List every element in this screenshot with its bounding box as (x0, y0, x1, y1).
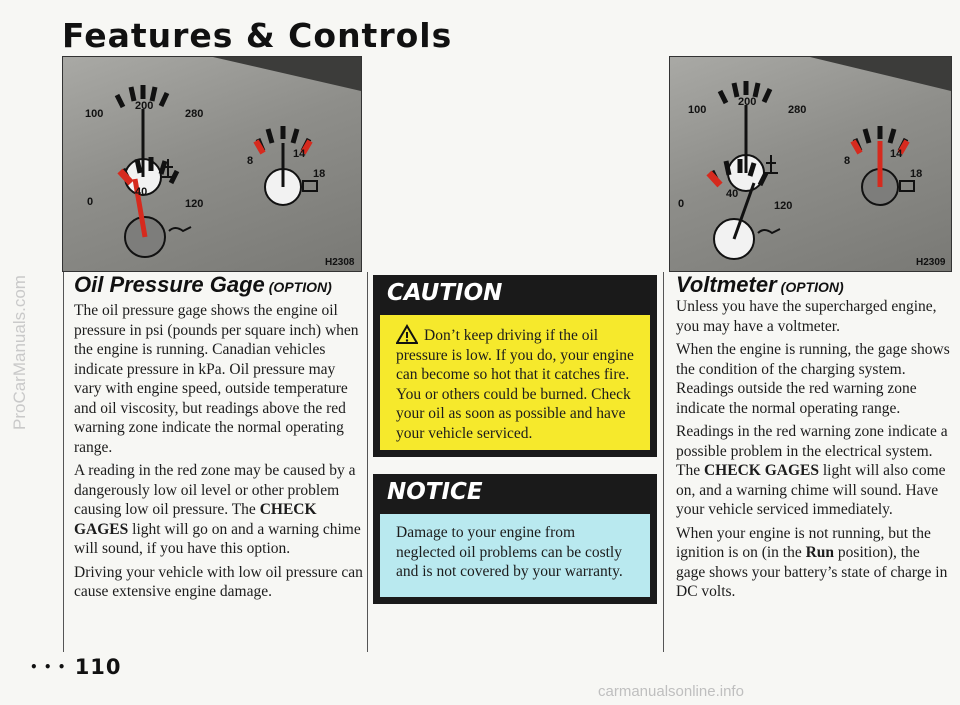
volt-tick-label-3: 18 (910, 168, 923, 180)
volt-tick-label-1: 8 (844, 155, 851, 167)
volt-paragraph-4: When your engine is not running, but the ignition is on (in the Run position), the gage shows your battery’s state of charge in DC volts. (676, 524, 948, 600)
oil-paragraph-2: A reading in the red zone may be caused by a dangerously low oil level or other problem causing low oil pressure. The CHECK GAGES light will go on and a warning chime will sound, if you have this option. (74, 462, 361, 557)
column-rule-2 (367, 272, 368, 652)
temp-tick-label-2: 200 (738, 96, 757, 108)
oil-gage-illustration (62, 56, 362, 272)
notice-text: Damage to your engine from neglected oil problems can be costly and is not covered by your warranty. (396, 524, 623, 580)
notice-heading: NOTICE (373, 474, 657, 510)
temp-tick-label-3: 280 (788, 104, 807, 116)
oil-pressure-option: (OPTION) (268, 279, 332, 295)
voltmeter-option: (OPTION) (780, 279, 844, 295)
page-dots: • • • (30, 660, 67, 674)
temp-tick-label-2: 200 (135, 100, 154, 112)
battery-icon (900, 181, 914, 191)
page-number-value: 110 (74, 655, 122, 679)
oil-pressure-body (74, 301, 364, 606)
notice-box (373, 510, 657, 604)
page-number (30, 655, 122, 679)
temp-tick-label-3: 280 (185, 108, 204, 120)
column-rule-3 (663, 272, 664, 652)
oil-can-icon (169, 227, 191, 231)
voltmeter-title-text: Voltmeter (676, 272, 777, 297)
oil-tick-label-2: 40 (135, 186, 148, 198)
watermark-left: ProCarManuals.com (10, 275, 29, 430)
watermark-bottom: carmanualsonline.info (598, 683, 744, 700)
voltmeter-illustration (669, 56, 952, 272)
battery-icon (303, 181, 317, 191)
oil-pressure-title-text: Oil Pressure Gage (74, 272, 265, 297)
volt-paragraph-1: Unless you have the supercharged engine, you may have a voltmeter. (676, 298, 937, 335)
oil-tick-label-3: 120 (185, 198, 204, 210)
caution-box (373, 311, 657, 457)
oil-tick-label-3: 120 (774, 200, 793, 212)
caution-text: Don’t keep driving if the oil pressure is low. If you do, your engine can become so hot that it catches fire. You or others could be burned. Check your oil as soon as possible and have your vehicle serviced. (396, 327, 634, 442)
volt-tick-label-3: 18 (313, 168, 326, 180)
volt-paragraph-2: When the engine is running, the gage shows the condition of the charging system. Readings outside the red warning zone indicate the normal operating range. (676, 341, 950, 417)
caution-heading: CAUTION (373, 275, 657, 311)
oil-tick-label-1: 0 (87, 196, 94, 208)
oil-paragraph-1: The oil pressure gage shows the engine oil pressure in psi (pounds per square inch) when the engine is running. Canadian vehicles indicate pressure in kPa. Oil pressure may vary with engine speed, outside temperature and oil viscosity, but readings above the red warning zone indicate the normal operating range. (74, 302, 359, 456)
voltmeter-title (676, 272, 844, 298)
volt-tick-label-2: 14 (890, 148, 903, 160)
gauge-cluster-left (63, 57, 361, 271)
page-header: Features & Controls (62, 16, 453, 55)
volt-tick-label-2: 14 (293, 148, 306, 160)
warning-triangle-icon (396, 324, 418, 344)
oil-paragraph-3: Driving your vehicle with low oil pressure can cause extensive engine damage. (74, 563, 363, 600)
gauge-cluster-right (670, 57, 951, 271)
volt-paragraph-3: Readings in the red warning zone indicate a possible problem in the electrical system. The CHECK GAGES light will also come on, and a warning chime will sound. Have your vehicle serviced immediately. (676, 423, 948, 518)
voltmeter-body (676, 297, 952, 606)
oil-can-icon (758, 229, 780, 233)
oil-tick-label-2: 40 (726, 188, 739, 200)
oil-tick-label-1: 0 (678, 198, 685, 210)
figure-code-left: H2308 (325, 257, 355, 268)
figure-code-right: H2309 (916, 257, 946, 268)
temp-tick-label-1: 100 (688, 104, 707, 116)
temp-tick-label-1: 100 (85, 108, 104, 120)
volt-tick-label-1: 8 (247, 155, 254, 167)
oil-pressure-title (74, 272, 332, 298)
coolant-temp-icon (764, 155, 778, 173)
column-rule-1 (63, 272, 64, 652)
